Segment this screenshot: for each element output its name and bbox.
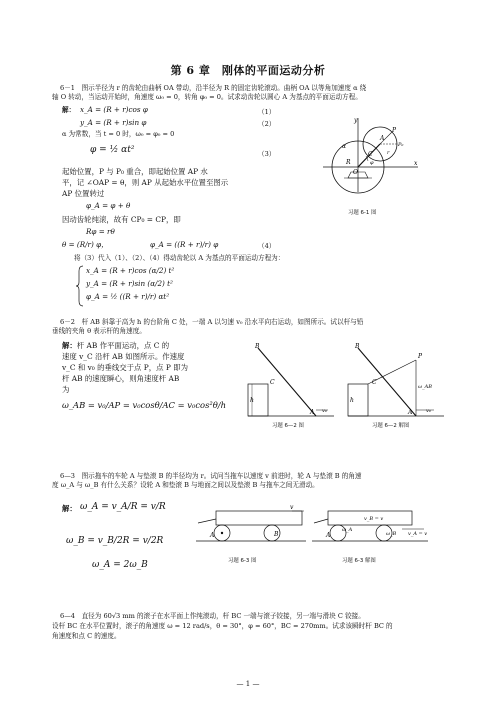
p1-solution-label: 解：	[62, 106, 76, 114]
chapter-title: 第 6 章 刚体的平面运动分析	[170, 64, 326, 77]
svg-text:ω_B: ω_B	[386, 531, 397, 537]
p1-eq4b: φ_A = ((R + r)/r) φ	[150, 240, 219, 249]
p1-system-brace	[76, 265, 84, 307]
p3-solution-label: 解：	[62, 504, 77, 513]
p2-text-2: 速度 v_C 沿杆 AB 如图所示。作速度	[62, 352, 185, 361]
svg-text:B: B	[255, 343, 260, 350]
p1-text-4: 因动齿轮纯滚，故有 CP₀ = CP，即	[62, 215, 181, 224]
p2-text-4: 杆 AB 的速度瞬心，则角速度杆 AB	[62, 374, 180, 383]
p2-eq: ω_AB = v₀/AP = v₀cosθ/AC = v₀cos²θ/h	[62, 400, 227, 410]
p2-solution-line-1	[62, 340, 169, 351]
svg-text:A: A	[310, 409, 315, 416]
svg-text:P₀: P₀	[398, 142, 404, 148]
svg-text:φ: φ	[370, 160, 374, 166]
svg-text:A: A	[380, 135, 385, 142]
p3-eq3: ω_A = 2ω_B	[92, 560, 148, 570]
svg-text:x: x	[414, 160, 418, 167]
p1-eq3-number: （3）	[258, 150, 276, 158]
svg-text:v: v	[290, 505, 294, 511]
p2-solution-label: 解：	[62, 341, 77, 350]
svg-text:C: C	[270, 379, 275, 386]
p1-text-2: 平，记 ∠OAP = θ，则 AP 从起始水平位置至图示	[62, 178, 229, 187]
svg-text:P: P	[392, 127, 397, 134]
p1-system-eq1: x_A = (R + r)cos (α/2) t²	[86, 266, 175, 275]
p2-figure-caption: 习题 6—2 图	[272, 423, 304, 429]
p1-system-eq2: y_A = (R + r)sin (α/2) t²	[86, 279, 173, 288]
p1-system-eq3: φ_A = ½ ((R + r)/r) αt²	[86, 292, 170, 301]
p2-text-5: 为	[62, 385, 70, 394]
svg-text:B: B	[355, 343, 360, 350]
figure-6-2	[246, 340, 336, 420]
p3-figure-caption: 习题 6-3 图	[228, 558, 257, 564]
page-number: — 1 —	[236, 680, 260, 688]
svg-text:r: r	[387, 150, 390, 156]
p1-figure-caption: 习题 6-1 图	[348, 210, 377, 216]
p1-statement-1: 6－1 图示半径为 r 的齿轮由曲柄 OA 带动，沿半径为 R 的固定齿轮滚动。曲柄 OA 以等角加速度 α 绕	[60, 84, 367, 92]
svg-text:O: O	[353, 169, 358, 176]
svg-text:h: h	[350, 397, 354, 404]
p3-solution-caption: 习题 6-3 解图	[342, 558, 376, 564]
p1-statement-2: 轴 O 转动，当运动开始时，角速度 ω₀ = 0，转角 φ₀ = 0。试求动齿轮以圆心 A 为基点的平面运动方程。	[52, 93, 362, 101]
p1-eq3: φ = ½ αt²	[90, 145, 135, 155]
p3-statement-1: 6—3 图示拖车的车轮 A 与垫滚 B 的半径均为 r。试问当拖车以速度 v 前进时，轮 A 与垫滚 B 的角速	[60, 472, 362, 480]
p4-statement-1: 6—4 直径为 60√3 mm 的滚子在水平面上作纯滚动，杆 BC 一端与滚子铰接，另一端与滑块 C 铰接。	[60, 612, 365, 620]
p1-eq2-number: （2）	[258, 120, 276, 128]
p1-eq1-number: （1）	[258, 108, 276, 116]
p4-statement-2: 设杆 BC 在水平位置时，滚子的角速度 ω = 12 rad/s，θ = 30°，φ = 60°，BC = 270mm。试求该瞬时杆 BC 的	[52, 622, 393, 630]
svg-text:ω_A: ω_A	[342, 527, 353, 533]
p1-eq1: x_A = (R + r)cos φ	[80, 105, 148, 114]
p1-eq4-number: （4）	[258, 242, 276, 250]
svg-text:v₀: v₀	[426, 408, 431, 414]
svg-text:ω_AB: ω_AB	[418, 384, 432, 390]
figure-6-3	[196, 505, 308, 553]
p2-statement-1: 6－2 杆 AB 斜靠于高为 h 的台阶角 C 处，一端 A 以匀速 v₀ 沿水平向右运动，如图所示。试以杆与铅	[60, 318, 364, 326]
p1-text-1: 起始位置，P 与 P₀ 重合，即起始位置 AP 水	[62, 167, 208, 176]
svg-text:v_B = v: v_B = v	[364, 516, 384, 522]
svg-text:v₀: v₀	[322, 408, 327, 414]
svg-text:R: R	[346, 159, 351, 166]
svg-text:C: C	[372, 379, 377, 386]
p1-eq-phiA: φ_A = φ + θ	[86, 201, 131, 210]
p2-solution-caption: 习题 6—2 解图	[372, 423, 410, 429]
svg-text:v_A = v: v_A = v	[408, 531, 428, 537]
p4-statement-3: 角速度和点 C 的速度。	[52, 632, 121, 640]
p1-eq2: y_A = (R + r)sin φ	[80, 118, 147, 127]
p3-eq1: ω_A = v_A/R = v/R	[80, 502, 166, 512]
svg-text:A: A	[408, 409, 413, 416]
svg-text:h: h	[250, 397, 254, 404]
svg-text:C: C	[368, 151, 373, 158]
p2-text-3: v_C 和 v₀ 的垂线交于点 P，点 P 即为	[62, 363, 189, 372]
svg-text:B: B	[274, 531, 279, 538]
svg-text:α: α	[342, 143, 347, 150]
svg-text:A: A	[210, 532, 215, 539]
svg-text:y: y	[354, 117, 358, 124]
p2-statement-2: 垂线的夹角 θ 表示杆的角速度。	[52, 327, 146, 335]
figure-6-1	[318, 112, 428, 207]
figure-6-2-solution	[346, 340, 446, 420]
svg-text:P: P	[418, 353, 423, 360]
p3-eq2: ω_B = v_B/2R = v/2R	[66, 536, 164, 546]
figure-6-3-solution	[312, 505, 430, 553]
p1-alpha-line: α 为常数，当 t = 0 时，ω₀ = φ₀ = 0	[62, 130, 175, 138]
p1-text-3: AP 位置转过	[62, 189, 105, 198]
p2-text-1: 杆 AB 作平面运动，点 C 的	[76, 341, 170, 350]
p1-text-5: 将（3）代入（1）、（2）、（4）得动齿轮以 A 为基点的平面运动方程为：	[74, 254, 285, 262]
p1-eq-rphi: Rφ = rθ	[86, 227, 115, 236]
svg-text:A: A	[326, 532, 331, 539]
p1-eq4a: θ = (R/r) φ，	[62, 240, 109, 249]
p3-statement-2: 度 ω_A 与 ω_B 有什么关系？设轮 A 和垫滚 B 与地面之间以及垫滚 B 与拖车之间无滑动。	[52, 481, 319, 489]
